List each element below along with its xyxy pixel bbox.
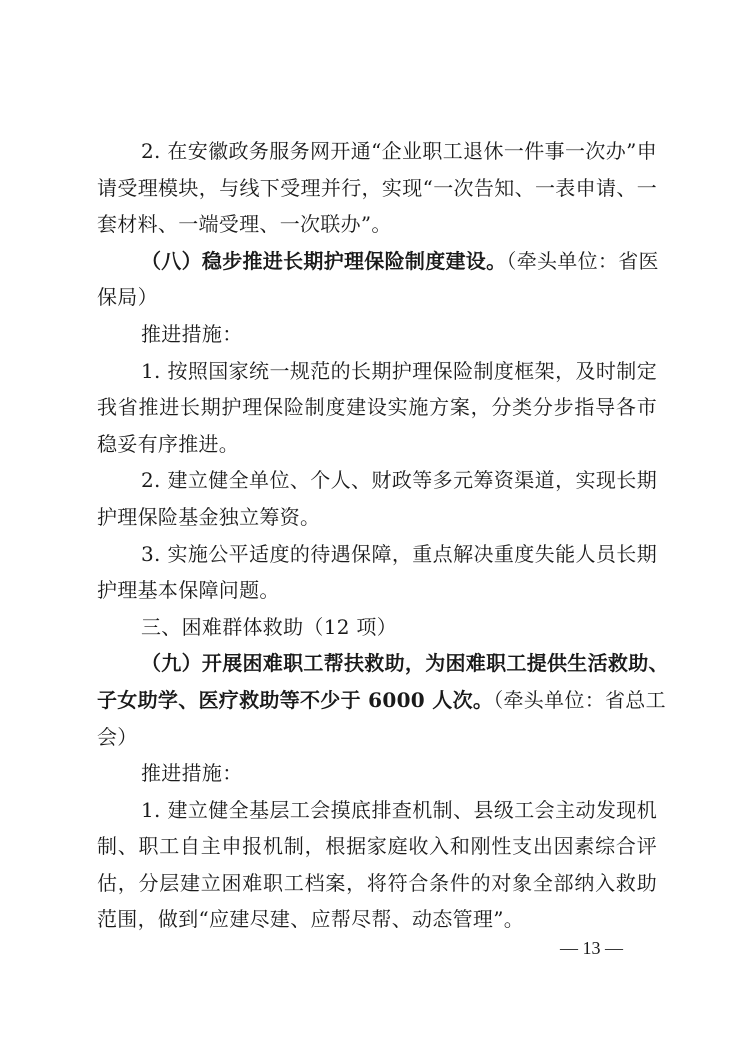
section-heading-9-line-2: [97, 682, 666, 719]
paragraph-line: 2. 建立健全单位、个人、财政等多元筹资渠道，实现长期: [141, 468, 657, 493]
measures-label: 推进措施：: [141, 761, 243, 786]
section-heading-8: [97, 243, 657, 280]
paragraph-line: 稳妥有序推进。: [97, 431, 240, 456]
lead-unit-note: （牵头单位：省总工: [493, 687, 666, 712]
lead-unit-note: （牵头单位：省医: [506, 248, 659, 273]
section-heading-bold: 子女助学、医疗救助等不少于 6000 人次。: [97, 687, 494, 712]
measures-label: 推进措施：: [141, 321, 243, 346]
paragraph-line: 套材料、一端受理、一次联办”。: [97, 212, 392, 237]
paragraph-line: 保局）: [97, 285, 158, 310]
paragraph-line: 1. 建立健全基层工会摸底排查机制、县级工会主动发现机: [141, 797, 657, 822]
paragraph-line: 会）: [97, 724, 138, 749]
page-number: — 13 —: [560, 938, 623, 958]
section-heading-bold: （九）开展困难职工帮扶救助，为困难职工提供生活救助、: [141, 651, 669, 676]
chapter-heading-3: 三、困难群体救助（12 项）: [141, 614, 398, 639]
paragraph-line: 护理基本保障问题。: [97, 578, 280, 603]
paragraph-line: 制、职工自主申报机制，根据家庭收入和刚性支出因素综合评: [97, 834, 657, 859]
paragraph-line: 护理保险基金独立筹资。: [97, 504, 321, 529]
section-heading-9: [97, 645, 669, 682]
body-text: [97, 133, 669, 938]
section-heading-bold: （八）稳步推进长期护理保险制度建设。: [141, 248, 507, 273]
paragraph-line: 1. 按照国家统一规范的长期护理保险制度框架，及时制定: [141, 358, 657, 383]
paragraph-line: 范围，做到“应建尽建、应帮尽帮、动态管理”。: [97, 907, 525, 932]
paragraph-line: 我省推进长期护理保险制度建设实施方案，分类分步指导各市: [97, 395, 657, 420]
paragraph-line: 请受理模块，与线下受理并行，实现“一次告知、一表申请、一: [97, 175, 657, 200]
paragraph-line: 估，分层建立困难职工档案，将符合条件的对象全部纳入救助: [97, 870, 657, 895]
paragraph-line: 2. 在安徽政务服务网开通“企业职工退休一件事一次办”申: [141, 139, 657, 163]
paragraph-line: 3. 实施公平适度的待遇保障，重点解决重度失能人员长期: [141, 541, 657, 566]
